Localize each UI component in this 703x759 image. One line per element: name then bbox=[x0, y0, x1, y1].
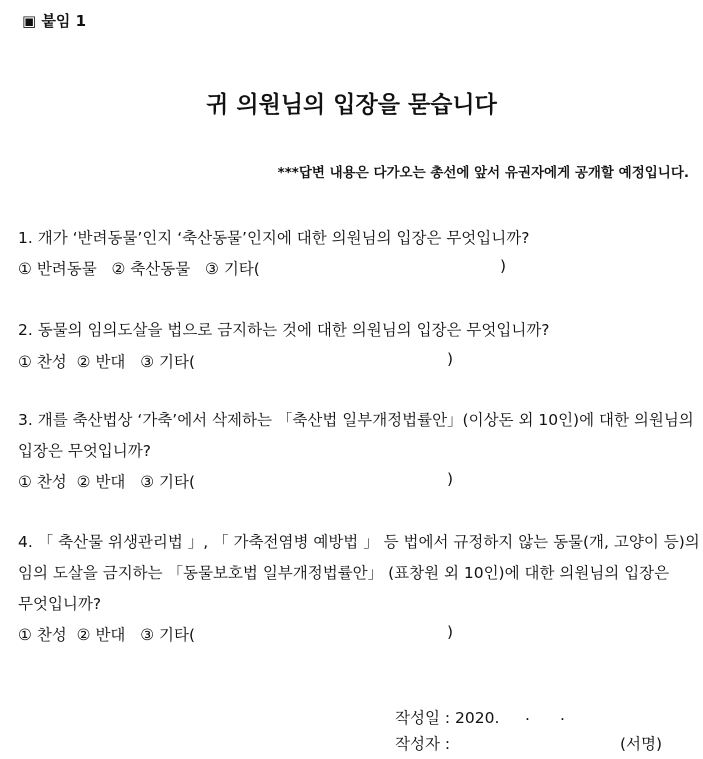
option-other-close: ) bbox=[500, 257, 507, 275]
question-4-text-line-1: 4. 「 축산물 위생관리법 」, 「 가축전염병 예방법 」 등 법에서 규정하지 않는 동물(개, 고양이 등)의 bbox=[18, 533, 700, 551]
option-other[interactable]: ③ 기타( bbox=[140, 473, 196, 491]
option-disagree[interactable]: ② 반대 bbox=[76, 473, 126, 491]
question-1-options bbox=[18, 257, 260, 279]
date-day-dot: . bbox=[560, 706, 565, 724]
question-2-text: 2. 동물의 임의도살을 법으로 금지하는 것에 대한 의원님의 입장은 무엇입니까? bbox=[18, 321, 550, 339]
date-label: 작성일 : 2020. bbox=[395, 709, 500, 727]
question-3-options bbox=[18, 470, 195, 492]
option-agree[interactable]: ① 찬성 bbox=[18, 353, 67, 371]
question-2-options bbox=[18, 350, 195, 372]
date-month-dot: . bbox=[525, 706, 530, 724]
question-3-text-line-2: 입장은 무엇입니까? bbox=[18, 442, 151, 460]
attachment-label: ▣ 붙임 1 bbox=[22, 12, 87, 30]
option-livestock[interactable]: ② 축산동물 bbox=[111, 260, 191, 278]
question-1-text: 1. 개가 ‘반려동물’인지 ‘축산동물’인지에 대한 의원님의 입장은 무엇입니까? bbox=[18, 229, 530, 247]
option-other-close: ) bbox=[447, 623, 454, 641]
signature-seal-label: (서명) bbox=[620, 735, 663, 753]
disclosure-notice: ***답변 내용은 다가오는 총선에 앞서 유권자에게 공개할 예정입니다. bbox=[277, 165, 689, 181]
option-pet[interactable]: ① 반려동물 bbox=[18, 260, 97, 278]
option-disagree[interactable]: ② 반대 bbox=[76, 626, 126, 644]
option-other-close: ) bbox=[447, 350, 454, 368]
author-label: 작성자 : bbox=[395, 735, 451, 753]
option-other-close: ) bbox=[447, 470, 454, 488]
question-4-text-line-2: 임의 도살을 금지하는 「동물보호법 일부개정법률안」 (표창원 외 10인)에 대한 의원님의 입장은 bbox=[18, 564, 670, 582]
question-4-text-line-3: 무엇입니까? bbox=[18, 595, 102, 613]
page-title: 귀 의원님의 입장을 묻습니다 bbox=[206, 92, 497, 118]
option-other[interactable]: ③ 기타( bbox=[140, 626, 196, 644]
option-disagree[interactable]: ② 반대 bbox=[76, 353, 126, 371]
option-agree[interactable]: ① 찬성 bbox=[18, 473, 67, 491]
question-4-options bbox=[18, 623, 195, 645]
option-other[interactable]: ③ 기타( bbox=[140, 353, 196, 371]
option-agree[interactable]: ① 찬성 bbox=[18, 626, 67, 644]
question-3-text-line-1: 3. 개를 축산법상 ‘가축’에서 삭제하는 「축산법 일부개정법률안」(이상돈 외 10인)에 대한 의원님의 bbox=[18, 411, 694, 429]
option-other[interactable]: ③ 기타( bbox=[205, 260, 260, 278]
